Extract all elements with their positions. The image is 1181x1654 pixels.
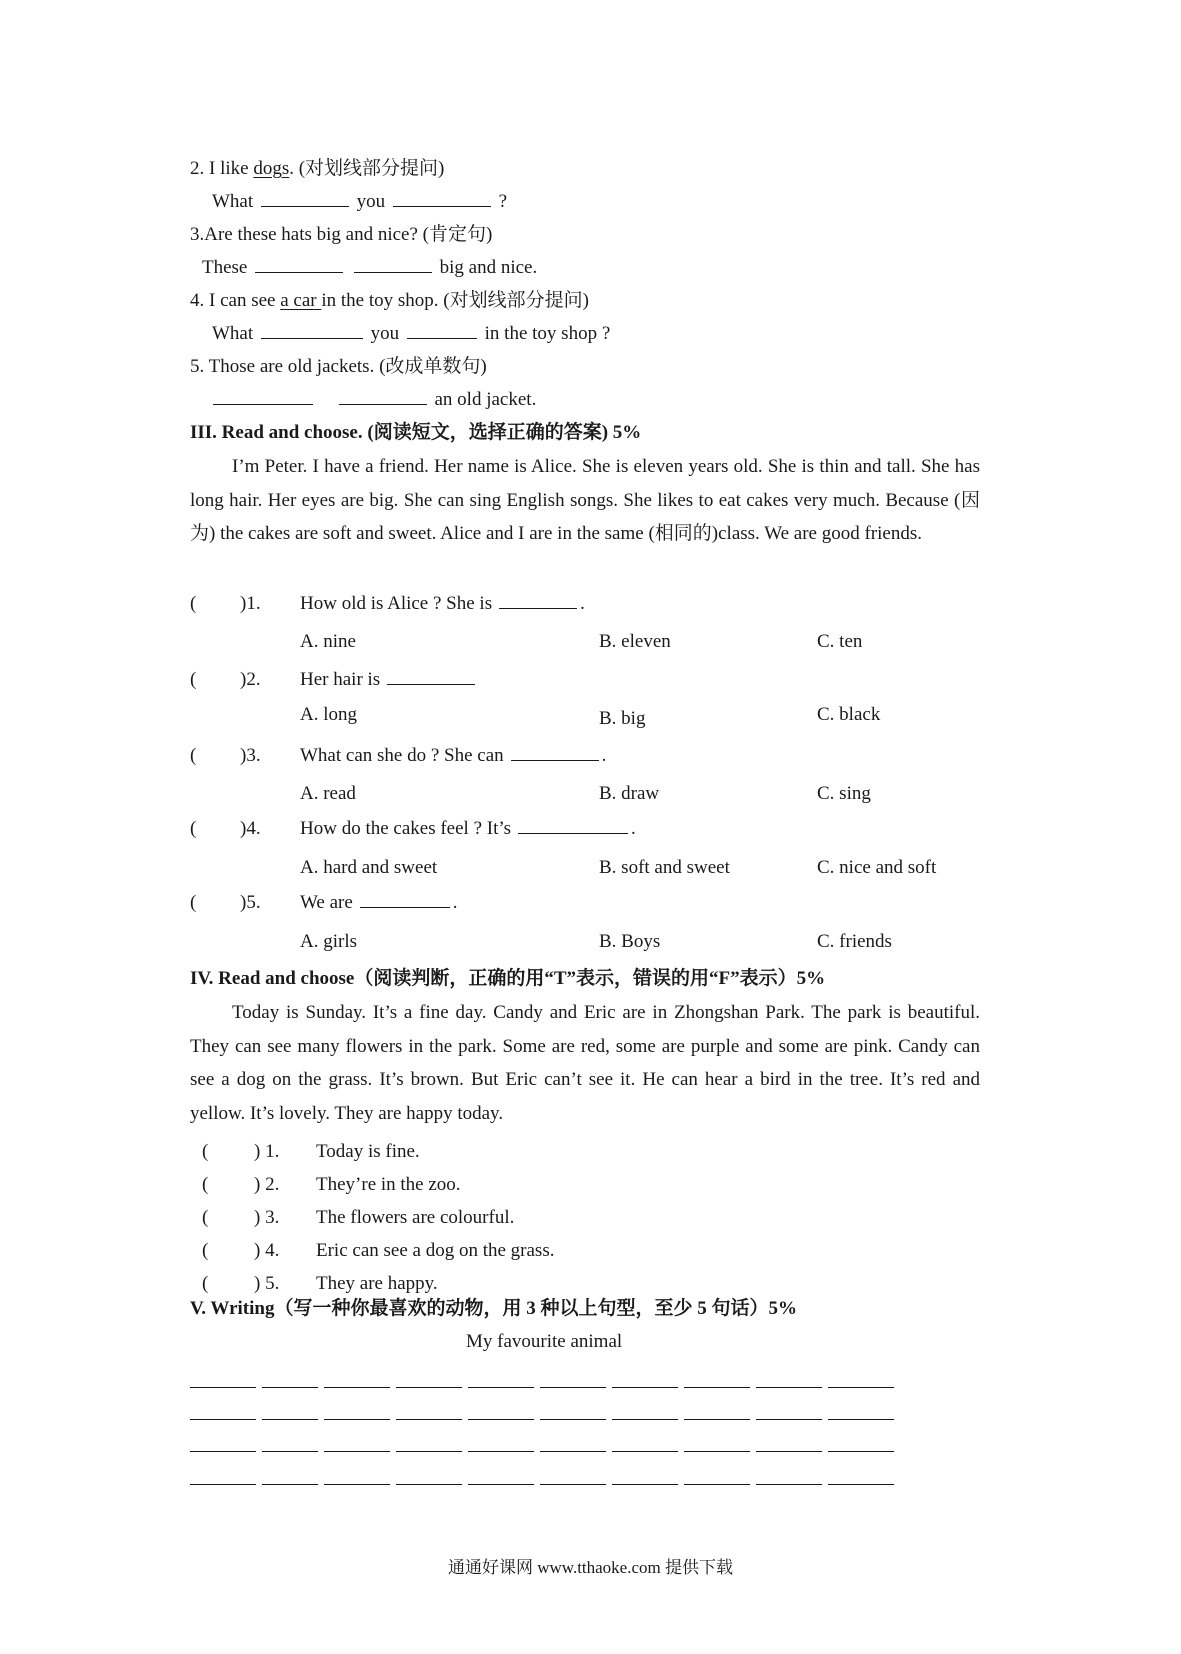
answer-blank[interactable] [407,322,477,339]
writing-line-segment[interactable] [324,1387,390,1388]
question-number: )2. [240,669,261,690]
writing-title: My favourite animal [466,1331,623,1352]
answer-paren[interactable]: ( [190,593,197,614]
answer-line-4: What you in the toy shop ? [212,323,611,344]
writing-line-segment[interactable] [540,1451,606,1452]
option-a[interactable]: A. hard and sweet [300,857,438,878]
writing-line-segment[interactable] [828,1387,894,1388]
writing-line-segment[interactable] [684,1451,750,1452]
question-text: Her hair is [300,668,478,692]
answer-blank[interactable] [518,817,628,834]
option-c[interactable]: C. sing [817,783,871,804]
answer-blank[interactable] [387,668,475,685]
question-4: 4. I can see a car in the toy shop. (对划线部分提问) [190,290,589,311]
answer-line-5: an old jacket. [210,388,536,412]
question-text: How old is Alice ? She is . [300,593,585,614]
answer-blank[interactable] [393,190,491,207]
writing-line-segment[interactable] [756,1387,822,1388]
writing-line-segment[interactable] [828,1419,894,1420]
writing-line-segment[interactable] [468,1387,534,1388]
question-number: )1. [240,593,261,614]
writing-line-segment[interactable] [756,1484,822,1485]
option-a[interactable]: A. long [300,704,357,725]
section-3-heading: III. Read and choose. (阅读短文，选择正确的答案) 5% [190,422,642,443]
writing-line-segment[interactable] [468,1419,534,1420]
answer-blank[interactable] [354,256,432,273]
writing-line-segment[interactable] [468,1484,534,1485]
question-number: )3. [240,745,261,766]
writing-line-segment[interactable] [540,1419,606,1420]
answer-blank[interactable] [339,388,427,405]
writing-line-segment[interactable] [396,1419,462,1420]
answer-paren[interactable]: ( [190,745,197,766]
writing-line-segment[interactable] [324,1419,390,1420]
writing-line-segment[interactable] [262,1419,318,1420]
writing-line-segment[interactable] [684,1387,750,1388]
writing-line-segment[interactable] [756,1451,822,1452]
question-2: 2. I like dogs. (对划线部分提问) [190,158,445,179]
answer-paren[interactable]: ( [202,1207,209,1228]
answer-line-2: What you ? [212,191,508,212]
answer-blank[interactable] [213,388,313,405]
section-5-heading: V. Writing（写一种你最喜欢的动物，用 3 种以上句型，至少 5 句话）5% [190,1298,797,1319]
item-number: ) 1. [254,1141,280,1162]
option-b[interactable]: B. draw [599,783,660,804]
answer-paren[interactable]: ( [190,669,197,690]
answer-paren[interactable]: ( [190,818,197,839]
question-number: )4. [240,818,261,839]
answer-blank[interactable] [261,190,349,207]
writing-line-segment[interactable] [190,1451,256,1452]
answer-paren[interactable]: ( [202,1141,209,1162]
option-c[interactable]: C. friends [817,931,892,952]
section-4-heading: IV. Read and choose（阅读判断，正确的用“T”表示，错误的用“F”表示）5% [190,968,826,989]
section-4-passage: Today is Sunday. It’s a fine day. Candy and Eric are in Zhongshan Park. The park is beautiful. They can see many flowers in the park. Some are red, some are purple and some are pink. Candy can see a dog on the grass. It’s brown. But Eric can’t see it. He can hear a bird in the tree. It’s red and yellow. It’s lovely. They are happy today. [190,1002,980,1124]
underlined-word: dogs [253,158,290,179]
writing-line-segment[interactable] [190,1419,256,1420]
writing-line-segment[interactable] [262,1387,318,1388]
answer-blank[interactable] [255,256,343,273]
item-number: ) 3. [254,1207,280,1228]
option-a[interactable]: A. read [300,783,356,804]
statement-text: They are happy. [316,1273,438,1294]
writing-line-segment[interactable] [612,1484,678,1485]
writing-line-segment[interactable] [262,1451,318,1452]
question-text: We are . [300,892,458,913]
section-3-passage: I’m Peter. I have a friend. Her name is Alice. She is eleven years old. She is thin and tall. She has long hair. Her eyes are big. She can sing English songs. She likes to eat cakes very much. Because (因为) the cakes are soft and sweet. Alice and I are in the same (相同的)class. We are good friends. [190,456,980,544]
option-b[interactable]: B. big [599,708,646,729]
writing-line-segment[interactable] [828,1451,894,1452]
footer-text: 通通好课网 www.tthaoke.com 提供下载 [447,1558,734,1577]
writing-line-segment[interactable] [540,1484,606,1485]
option-b[interactable]: B. soft and sweet [599,857,730,878]
item-number: ) 2. [254,1174,280,1195]
question-3: 3.Are these hats big and nice? (肯定句) [190,224,493,245]
writing-line-segment[interactable] [612,1387,678,1388]
option-c[interactable]: C. ten [817,631,863,652]
statement-text: Today is fine. [316,1141,420,1162]
answer-paren[interactable]: ( [190,892,197,913]
answer-blank[interactable] [360,891,450,908]
question-5: 5. Those are old jackets. (改成单数句) [190,356,487,377]
statement-text: The flowers are colourful. [316,1207,515,1228]
writing-line-segment[interactable] [190,1484,256,1485]
answer-blank[interactable] [261,322,363,339]
answer-paren[interactable]: ( [202,1174,209,1195]
item-number: ) 5. [254,1273,280,1294]
answer-paren[interactable]: ( [202,1240,209,1261]
writing-line-segment[interactable] [612,1419,678,1420]
answer-blank[interactable] [499,592,577,609]
option-a[interactable]: A. girls [300,931,357,952]
option-b[interactable]: B. Boys [599,931,661,952]
writing-line-segment[interactable] [262,1484,318,1485]
writing-line-segment[interactable] [396,1484,462,1485]
writing-line-segment[interactable] [612,1451,678,1452]
writing-line-segment[interactable] [684,1484,750,1485]
writing-line-segment[interactable] [468,1451,534,1452]
writing-line-segment[interactable] [190,1387,256,1388]
writing-line-segment[interactable] [540,1387,606,1388]
option-c[interactable]: C. nice and soft [817,857,937,878]
writing-line-segment[interactable] [396,1451,462,1452]
statement-text: Eric can see a dog on the grass. [316,1240,555,1261]
writing-line-segment[interactable] [324,1451,390,1452]
writing-line-segment[interactable] [396,1387,462,1388]
question-text: What can she do ? She can . [300,745,607,766]
item-number: ) 4. [254,1240,280,1261]
writing-line-segment[interactable] [684,1419,750,1420]
option-a[interactable]: A. nine [300,631,356,652]
question-number: )5. [240,892,261,913]
option-b[interactable]: B. eleven [599,631,671,652]
option-c[interactable]: C. black [817,704,881,725]
writing-line-segment[interactable] [828,1484,894,1485]
writing-line-segment[interactable] [756,1419,822,1420]
underlined-word: a car [280,290,322,311]
answer-blank[interactable] [511,744,599,761]
answer-paren[interactable]: ( [202,1273,209,1294]
writing-line-segment[interactable] [324,1484,390,1485]
question-text: How do the cakes feel ? It’s . [300,818,636,839]
statement-text: They’re in the zoo. [316,1174,461,1195]
answer-line-3: These big and nice. [202,257,538,278]
